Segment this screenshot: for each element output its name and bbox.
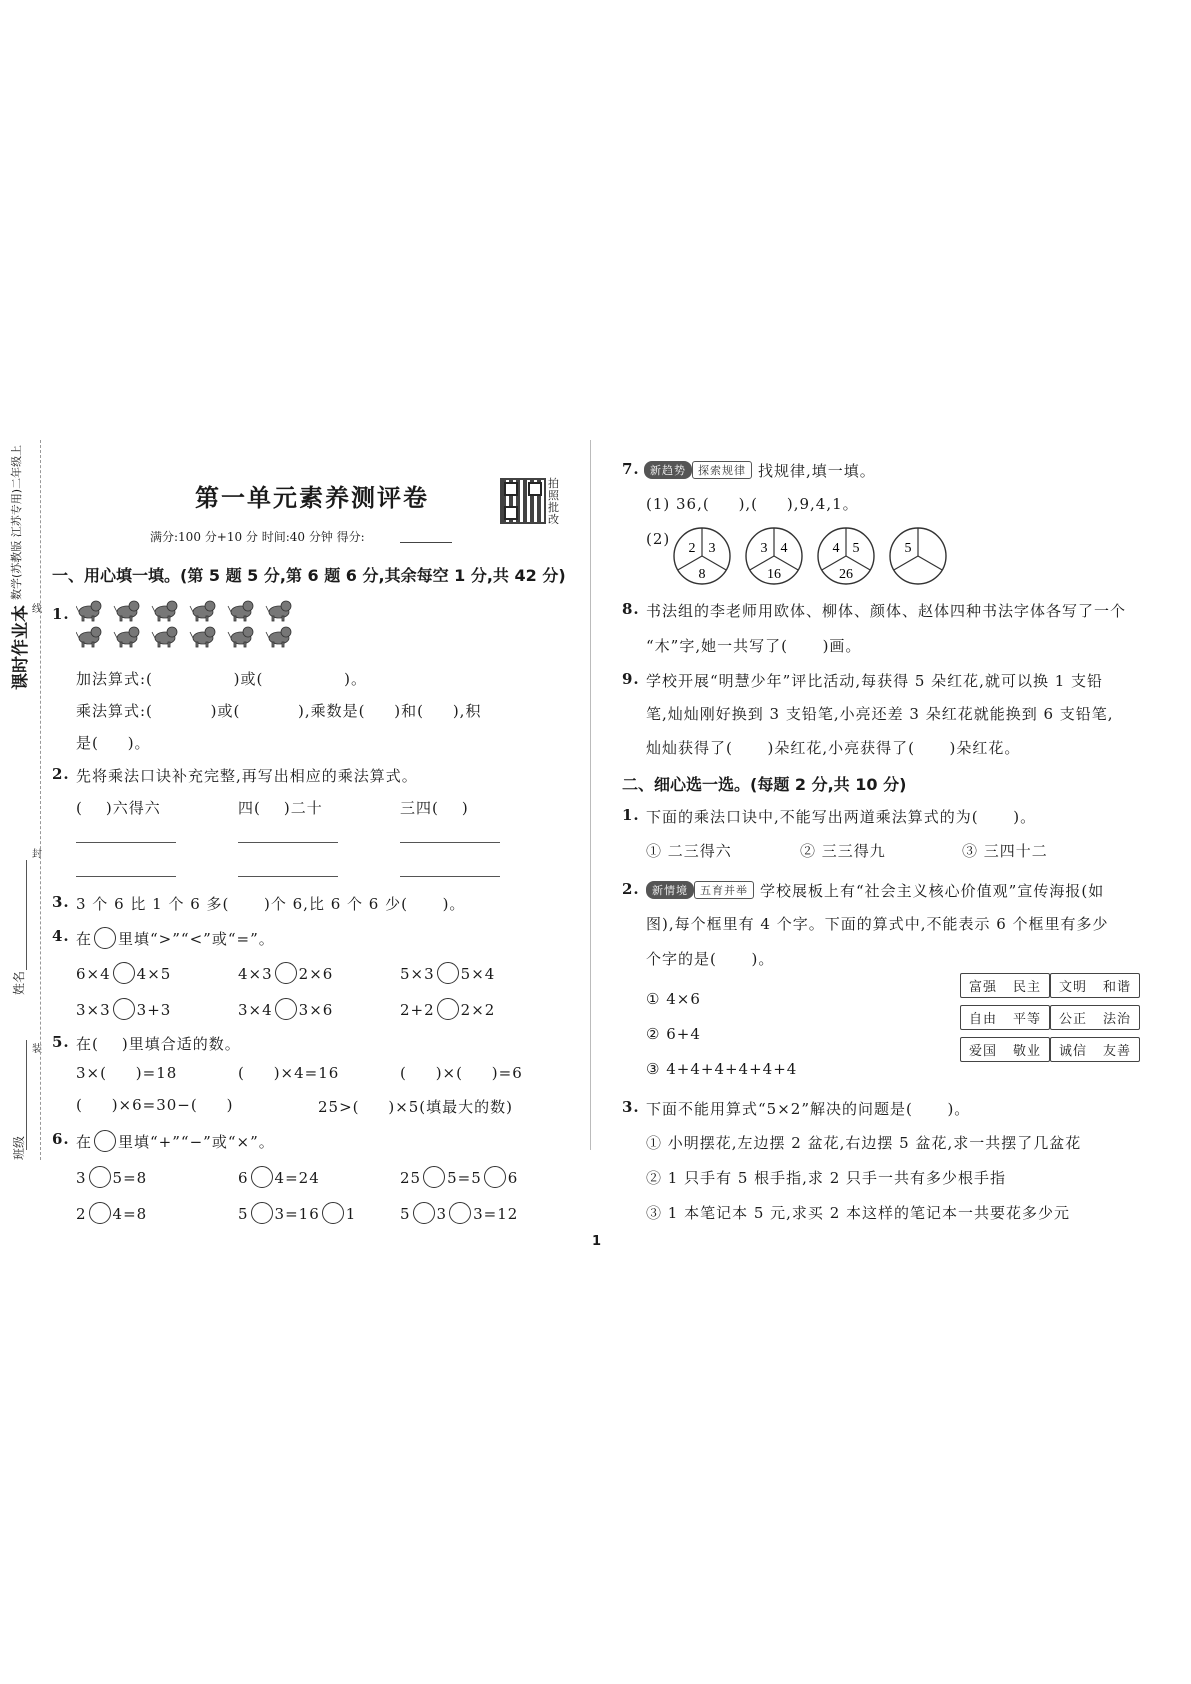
q1-multiplication-line: 乘法算式:( )或( ),乘数是( )和( ),积 — [76, 702, 482, 720]
qr-code-icon[interactable] — [500, 478, 546, 524]
operator-item: 5 3 3=12 — [400, 1202, 518, 1224]
book-brand: 课时作业本 — [11, 605, 31, 690]
circle-value: 8 — [698, 567, 706, 582]
q2-answer-line[interactable] — [400, 842, 500, 843]
q4-text-b: 里填“>”“<”或“=”。 — [118, 930, 275, 948]
q9-line2: 笔,灿灿刚好换到 3 支铅笔,小亮还差 3 朵红花就能换到 6 支铅笔, — [646, 705, 1114, 723]
book-series: 数学(苏教版 江苏专用)二年级上 — [10, 444, 23, 600]
q2-text: 先将乘法口诀补充完整,再写出相应的乘法算式。 — [76, 767, 418, 785]
operator-item: 25 5=5 6 — [400, 1166, 518, 1188]
q2-answer-line[interactable] — [76, 876, 176, 877]
compare-circle[interactable] — [275, 998, 297, 1020]
name-field-label: 姓名 — [12, 970, 26, 995]
q2-item-3: 三四( ) — [400, 799, 469, 817]
q2-answer-line[interactable] — [76, 842, 176, 843]
c1-option-1[interactable]: ① 二三得六 — [646, 842, 732, 860]
c3-text: 下面不能用算式“5×2”解决的问题是( )。 — [646, 1100, 971, 1118]
compare-circle[interactable] — [437, 998, 459, 1020]
pattern-circle-1 — [674, 528, 730, 584]
class-field-line[interactable] — [26, 1040, 27, 1150]
q3-text: 3 个 6 比 1 个 6 多( )个 6,比 6 个 6 少( )。 — [76, 895, 466, 913]
tiger-group-icon — [76, 598, 306, 648]
c2-line3: 个字的是( )。 — [646, 950, 775, 968]
q2-item-2: 四( )二十 — [238, 799, 323, 817]
c2-line2: 图),每个框里有 4 个字。下面的算式中,不能表示 6 个框里有多少 — [646, 915, 1109, 933]
q5-number: 5. — [52, 1033, 70, 1051]
q3-number: 3. — [52, 893, 70, 911]
operator-circle[interactable] — [484, 1166, 506, 1188]
c2-option-3[interactable]: ③ 4+4+4+4+4+4 — [646, 1060, 798, 1078]
q4-text — [76, 927, 275, 949]
badge-new-context: 新情境 — [646, 881, 694, 899]
q7-number: 7. — [622, 460, 640, 478]
operator-circle[interactable] — [251, 1166, 273, 1188]
c3-option-2[interactable]: ② 1 只手有 5 根手指,求 2 只手一共有多少根手指 — [646, 1169, 1007, 1187]
c1-option-2[interactable]: ② 三三得九 — [800, 842, 886, 860]
q8-line1: 书法组的李老师用欧体、柳体、颜体、赵体四种书法字体各写了一个 — [646, 602, 1127, 620]
operator-circle[interactable] — [251, 1202, 273, 1224]
q5-item: ( )×( )=6 — [400, 1064, 523, 1082]
q9-line1: 学校开展“明慧少年”评比活动,每获得 5 朵红花,就可以换 1 支铅 — [646, 672, 1104, 690]
name-field-line[interactable] — [26, 860, 27, 970]
cut-mark-line: 线 — [32, 604, 42, 615]
circle-value: 16 — [767, 567, 781, 582]
value-box: 爱国 敬业 — [960, 1037, 1050, 1062]
value-box: 自由 平等 — [960, 1005, 1050, 1030]
score-field[interactable] — [400, 542, 452, 543]
circle-value: 3 — [760, 541, 768, 556]
q1-number: 1. — [52, 605, 70, 623]
cut-mark-bind: 装 — [32, 1044, 42, 1055]
q6-text — [76, 1130, 275, 1152]
operator-circle[interactable] — [322, 1202, 344, 1224]
compare-item: 4×3 2×6 — [238, 962, 333, 984]
circle-value: 3 — [708, 541, 716, 556]
circle-value: 4 — [780, 541, 788, 556]
q7-sub1: (1) 36,( ),( ),9,4,1。 — [646, 495, 859, 513]
c2-option-1[interactable]: ① 4×6 — [646, 990, 701, 1008]
operator-item: 3 5=8 — [76, 1166, 147, 1188]
compare-circle[interactable] — [113, 998, 135, 1020]
operator-item: 5 3=16 1 — [238, 1202, 356, 1224]
circle-value: 26 — [839, 567, 853, 582]
q5-item: ( )×6=30−( ) — [76, 1096, 234, 1114]
q7-heading — [644, 460, 876, 481]
q7-sub2-label: (2) — [646, 530, 671, 548]
pattern-circle-3 — [818, 528, 874, 584]
q5-item: 3×( )=18 — [76, 1064, 178, 1082]
q2-item-1: ( )六得六 — [76, 799, 161, 817]
q7-circle-diagrams — [672, 525, 962, 591]
c3-option-3[interactable]: ③ 1 本笔记本 5 元,求买 2 本这样的笔记本一共要花多少元 — [646, 1204, 1071, 1222]
badge-explore-pattern: 探索规律 — [692, 461, 752, 479]
value-box: 公正 法治 — [1050, 1005, 1140, 1030]
q7-text: 找规律,填一填。 — [758, 462, 876, 480]
circle-value: 5 — [904, 541, 912, 556]
value-box: 文明 和谐 — [1050, 973, 1140, 998]
q8-line2: “木”字,她一共写了( )画。 — [646, 637, 862, 655]
page-number: 1 — [592, 1234, 602, 1249]
circle-value: 2 — [688, 541, 696, 556]
badge-five-education: 五育并举 — [694, 881, 754, 899]
badge-new-trend: 新趋势 — [644, 461, 692, 479]
operator-circle[interactable] — [449, 1202, 471, 1224]
q5-item: 25>( )×5(填最大的数) — [318, 1098, 514, 1116]
compare-circle[interactable] — [275, 962, 297, 984]
c3-option-1[interactable]: ① 小明摆花,左边摆 2 盆花,右边摆 5 盆花,求一共摆了几盆花 — [646, 1134, 1082, 1152]
circle-value: 5 — [852, 541, 860, 556]
q9-number: 9. — [622, 670, 640, 688]
c2-number: 2. — [622, 880, 640, 898]
compare-item: 3×3 3+3 — [76, 998, 171, 1020]
q2-answer-line[interactable] — [238, 876, 338, 877]
value-box: 富强 民主 — [960, 973, 1050, 998]
compare-item: 5×3 5×4 — [400, 962, 495, 984]
qr-caption: 拍照批改 — [548, 477, 559, 526]
operator-circle[interactable] — [89, 1202, 111, 1224]
page-title: 第一单元素养测评卷 — [195, 483, 429, 512]
c1-text: 下面的乘法口诀中,不能写出两道乘法算式的为( )。 — [646, 808, 1037, 826]
circle-value: 4 — [832, 541, 840, 556]
cut-mark-seal: 封 — [32, 849, 42, 860]
c1-option-3[interactable]: ③ 三四十二 — [962, 842, 1048, 860]
pattern-circle-2 — [746, 528, 802, 584]
compare-item: 2+2 2×2 — [400, 998, 495, 1020]
c1-number: 1. — [622, 806, 640, 824]
operator-circle[interactable] — [423, 1166, 445, 1188]
cut-line — [40, 440, 41, 1160]
column-divider — [590, 440, 591, 1150]
q5-text: 在( )里填合适的数。 — [76, 1035, 241, 1053]
q6-text-b: 里填“+”“−”或“×”。 — [118, 1133, 275, 1151]
q2-number: 2. — [52, 765, 70, 783]
compare-item: 3×4 3×6 — [238, 998, 333, 1020]
q1-product-line: 是( )。 — [76, 734, 151, 752]
q4-number: 4. — [52, 927, 70, 945]
compare-circle[interactable] — [437, 962, 459, 984]
c3-number: 3. — [622, 1098, 640, 1116]
operator-item: 2 4=8 — [76, 1202, 147, 1224]
operator-circle[interactable] — [413, 1202, 435, 1224]
class-field-label: 班级 — [12, 1135, 26, 1160]
c2-line1-text: 学校展板上有“社会主义核心价值观”宣传海报(如 — [760, 882, 1105, 900]
q8-number: 8. — [622, 600, 640, 618]
value-box: 诚信 友善 — [1050, 1037, 1140, 1062]
c2-line1 — [646, 880, 1104, 901]
q6-text-a: 在 — [76, 1133, 93, 1151]
circle-blank-icon — [94, 1130, 116, 1152]
compare-circle[interactable] — [113, 962, 135, 984]
section1-title: 一、用心填一填。(第 5 题 5 分,第 6 题 6 分,其余每空 1 分,共 42 分) — [52, 566, 566, 585]
c2-option-2[interactable]: ② 6+4 — [646, 1025, 701, 1043]
q6-number: 6. — [52, 1130, 70, 1148]
q1-addition-line: 加法算式:( )或( )。 — [76, 670, 367, 688]
exam-meta: 满分:100 分+10 分 时间:40 分钟 得分: — [150, 530, 365, 544]
q2-answer-line[interactable] — [238, 842, 338, 843]
q9-line3: 灿灿获得了( )朵红花,小亮获得了( )朵红花。 — [646, 739, 1021, 757]
q4-text-a: 在 — [76, 930, 93, 948]
pattern-circle-4[interactable] — [890, 528, 946, 584]
compare-item: 6×4 4×5 — [76, 962, 171, 984]
circle-blank-icon — [94, 927, 116, 949]
operator-circle[interactable] — [89, 1166, 111, 1188]
operator-item: 6 4=24 — [238, 1166, 320, 1188]
section2-title: 二、细心选一选。(每题 2 分,共 10 分) — [622, 775, 907, 794]
q5-item: ( )×4=16 — [238, 1064, 340, 1082]
q2-answer-line[interactable] — [400, 876, 500, 877]
